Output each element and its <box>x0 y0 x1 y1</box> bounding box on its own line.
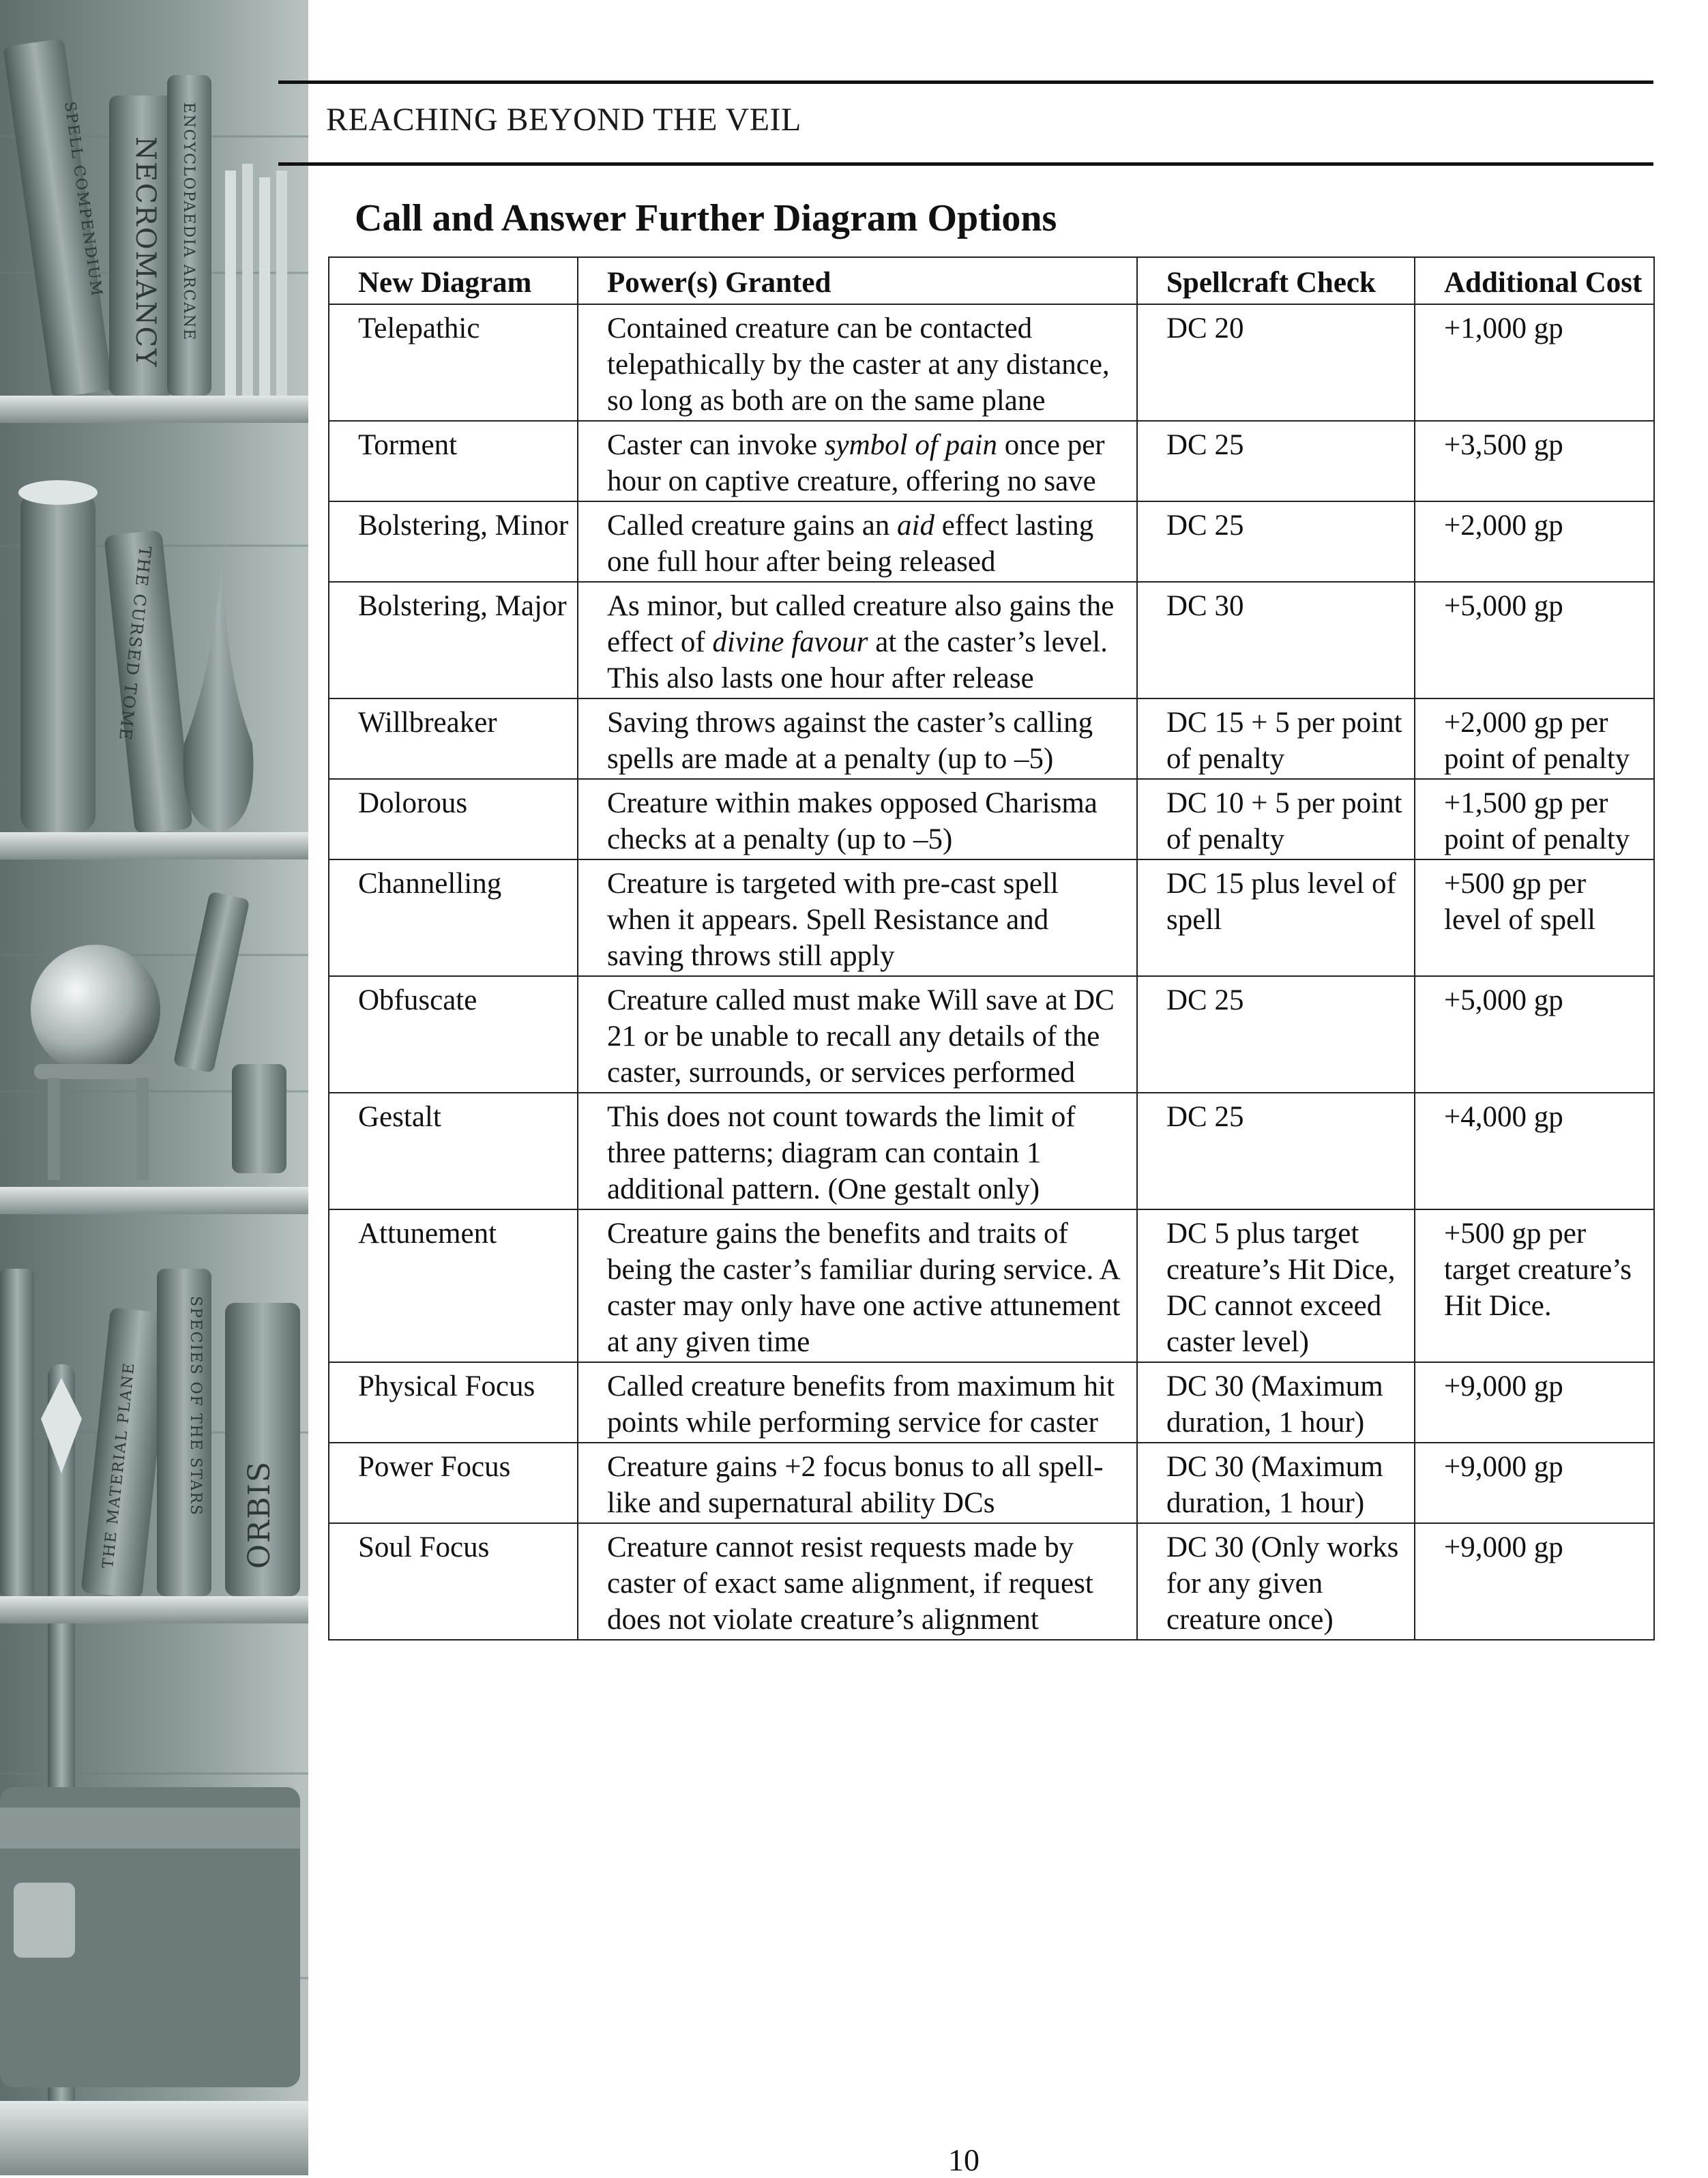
power-cell: Saving throws against the caster’s calling spells are made at a penalty (up to –5) <box>578 698 1137 779</box>
cost-cell: +9,000 gp <box>1415 1443 1654 1523</box>
power-cell: Creature cannot resist requests made by caster of exact same alignment, if request does not violate creature’s alignment <box>578 1523 1137 1640</box>
table-row <box>329 1443 1654 1523</box>
table-row <box>329 582 1654 698</box>
book-spine-text: ENCYCLOPAEDIA ARCANE <box>180 102 197 342</box>
power-text: at the caster’s level. This also lasts one hour after release <box>607 626 1108 694</box>
table-row <box>329 976 1654 1093</box>
diagram-cell: Power Focus <box>329 1443 578 1523</box>
table-row <box>329 1523 1654 1640</box>
book-spine-text: NECROMANCY <box>130 136 161 368</box>
cost-cell: +5,000 gp <box>1415 582 1654 698</box>
power-text: Called creature gains an <box>607 510 898 542</box>
diagram-cell: Gestalt <box>329 1093 578 1209</box>
power-text: Caster can invoke <box>607 429 825 461</box>
power-cell: Creature gains the benefits and traits of being the caster’s familiar during service. A caster may only have one active attunement at any given time <box>578 1209 1137 1362</box>
power-text: As minor, but called creature also gains the effect of <box>607 590 1115 658</box>
table-row <box>329 421 1654 501</box>
running-head: REACHING BEYOND THE VEIL <box>326 102 801 138</box>
cost-cell: +500 gp per target creature’s Hit Dice. <box>1415 1209 1654 1362</box>
check-cell: DC 15 plus level of spell <box>1137 859 1415 976</box>
chest <box>0 1787 300 2087</box>
power-cell: Creature within makes opposed Charisma checks at a penalty (up to –5) <box>578 779 1137 859</box>
diagram-cell: Bolstering, Minor <box>329 501 578 582</box>
cost-cell: +9,000 gp <box>1415 1362 1654 1443</box>
diagram-cell: Obfuscate <box>329 976 578 1093</box>
table-row <box>329 1362 1654 1443</box>
diagram-cell: Attunement <box>329 1209 578 1362</box>
cost-cell: +2,000 gp per point of penalty <box>1415 698 1654 779</box>
book-spine-text: THE MATERIAL PLANE <box>100 1361 138 1570</box>
diagram-cell: Willbreaker <box>329 698 578 779</box>
book-spine-text: ORBIS <box>242 1460 277 1569</box>
diagram-cell: Soul Focus <box>329 1523 578 1640</box>
book-spine-text: SPELL COMPENDIUM <box>61 100 106 299</box>
diagram-cell: Bolstering, Major <box>329 582 578 698</box>
power-cell <box>578 501 1137 582</box>
diagram-cell: Physical Focus <box>329 1362 578 1443</box>
check-cell: DC 5 plus target creature’s Hit Dice, DC cannot exceed caster level) <box>1137 1209 1415 1362</box>
diagram-options-table <box>328 256 1655 1640</box>
power-cell <box>578 421 1137 501</box>
spell-name: aid <box>897 510 934 542</box>
diagram-cell: Telepathic <box>329 304 578 421</box>
table-row <box>329 501 1654 582</box>
cost-cell: +500 gp per level of spell <box>1415 859 1654 976</box>
table-row <box>329 304 1654 421</box>
check-cell: DC 30 (Only works for any given creature once) <box>1137 1523 1415 1640</box>
page-number: 10 <box>948 2143 980 2177</box>
check-cell: DC 25 <box>1137 1093 1415 1209</box>
check-cell: DC 25 <box>1137 976 1415 1093</box>
power-cell: Called creature benefits from maximum hit points while performing service for caster <box>578 1362 1137 1443</box>
book-spine-text: SPECIES OF THE STARS <box>187 1296 204 1516</box>
bookshelf-illustration <box>0 0 308 2175</box>
power-cell: Contained creature can be contacted telepathically by the caster at any distance, so long as both are on the same plane <box>578 304 1137 421</box>
spell-name: symbol of pain <box>824 429 998 461</box>
table-row <box>329 1093 1654 1209</box>
check-cell: DC 10 + 5 per point of penalty <box>1137 779 1415 859</box>
diagram-cell: Channelling <box>329 859 578 976</box>
power-text: once per hour on captive creature, offering no save <box>607 429 1105 497</box>
check-cell: DC 15 + 5 per point of penalty <box>1137 698 1415 779</box>
column-header: Additional Cost <box>1415 257 1654 304</box>
table-row <box>329 698 1654 779</box>
spell-name: divine favour <box>712 626 868 658</box>
diagram-cell: Torment <box>329 421 578 501</box>
table-row <box>329 1209 1654 1362</box>
table-row <box>329 859 1654 976</box>
power-cell: Creature is targeted with pre-cast spell when it appears. Spell Resistance and saving throws still apply <box>578 859 1137 976</box>
power-cell: Creature gains +2 focus bonus to all spell-like and supernatural ability DCs <box>578 1443 1137 1523</box>
check-cell: DC 30 (Maximum duration, 1 hour) <box>1137 1362 1415 1443</box>
power-cell: Creature called must make Will save at DC 21 or be unable to recall any details of the caster, surrounds, or services performed <box>578 976 1137 1093</box>
check-cell: DC 30 <box>1137 582 1415 698</box>
check-cell: DC 25 <box>1137 501 1415 582</box>
power-cell <box>578 582 1137 698</box>
column-header: Power(s) Granted <box>578 257 1137 304</box>
header-rule-bottom <box>278 162 1653 166</box>
power-cell: This does not count towards the limit of three patterns; diagram can contain 1 additional pattern. (One gestalt only) <box>578 1093 1137 1209</box>
power-text: effect lasting one full hour after being released <box>607 510 1094 578</box>
check-cell: DC 25 <box>1137 421 1415 501</box>
check-cell: DC 20 <box>1137 304 1415 421</box>
cost-cell: +9,000 gp <box>1415 1523 1654 1640</box>
header-rule-top <box>278 80 1653 84</box>
cost-cell: +1,000 gp <box>1415 304 1654 421</box>
cost-cell: +2,000 gp <box>1415 501 1654 582</box>
column-header: New Diagram <box>329 257 578 304</box>
table-row <box>329 779 1654 859</box>
check-cell: DC 30 (Maximum duration, 1 hour) <box>1137 1443 1415 1523</box>
column-header: Spellcraft Check <box>1137 257 1415 304</box>
book-spine-text: THE CURSED TOME <box>115 545 155 743</box>
diagram-cell: Dolorous <box>329 779 578 859</box>
section-title: Call and Answer Further Diagram Options <box>355 197 1057 239</box>
cost-cell: +5,000 gp <box>1415 976 1654 1093</box>
table-header-row <box>329 257 1654 304</box>
cost-cell: +1,500 gp per point of penalty <box>1415 779 1654 859</box>
cost-cell: +4,000 gp <box>1415 1093 1654 1209</box>
cost-cell: +3,500 gp <box>1415 421 1654 501</box>
